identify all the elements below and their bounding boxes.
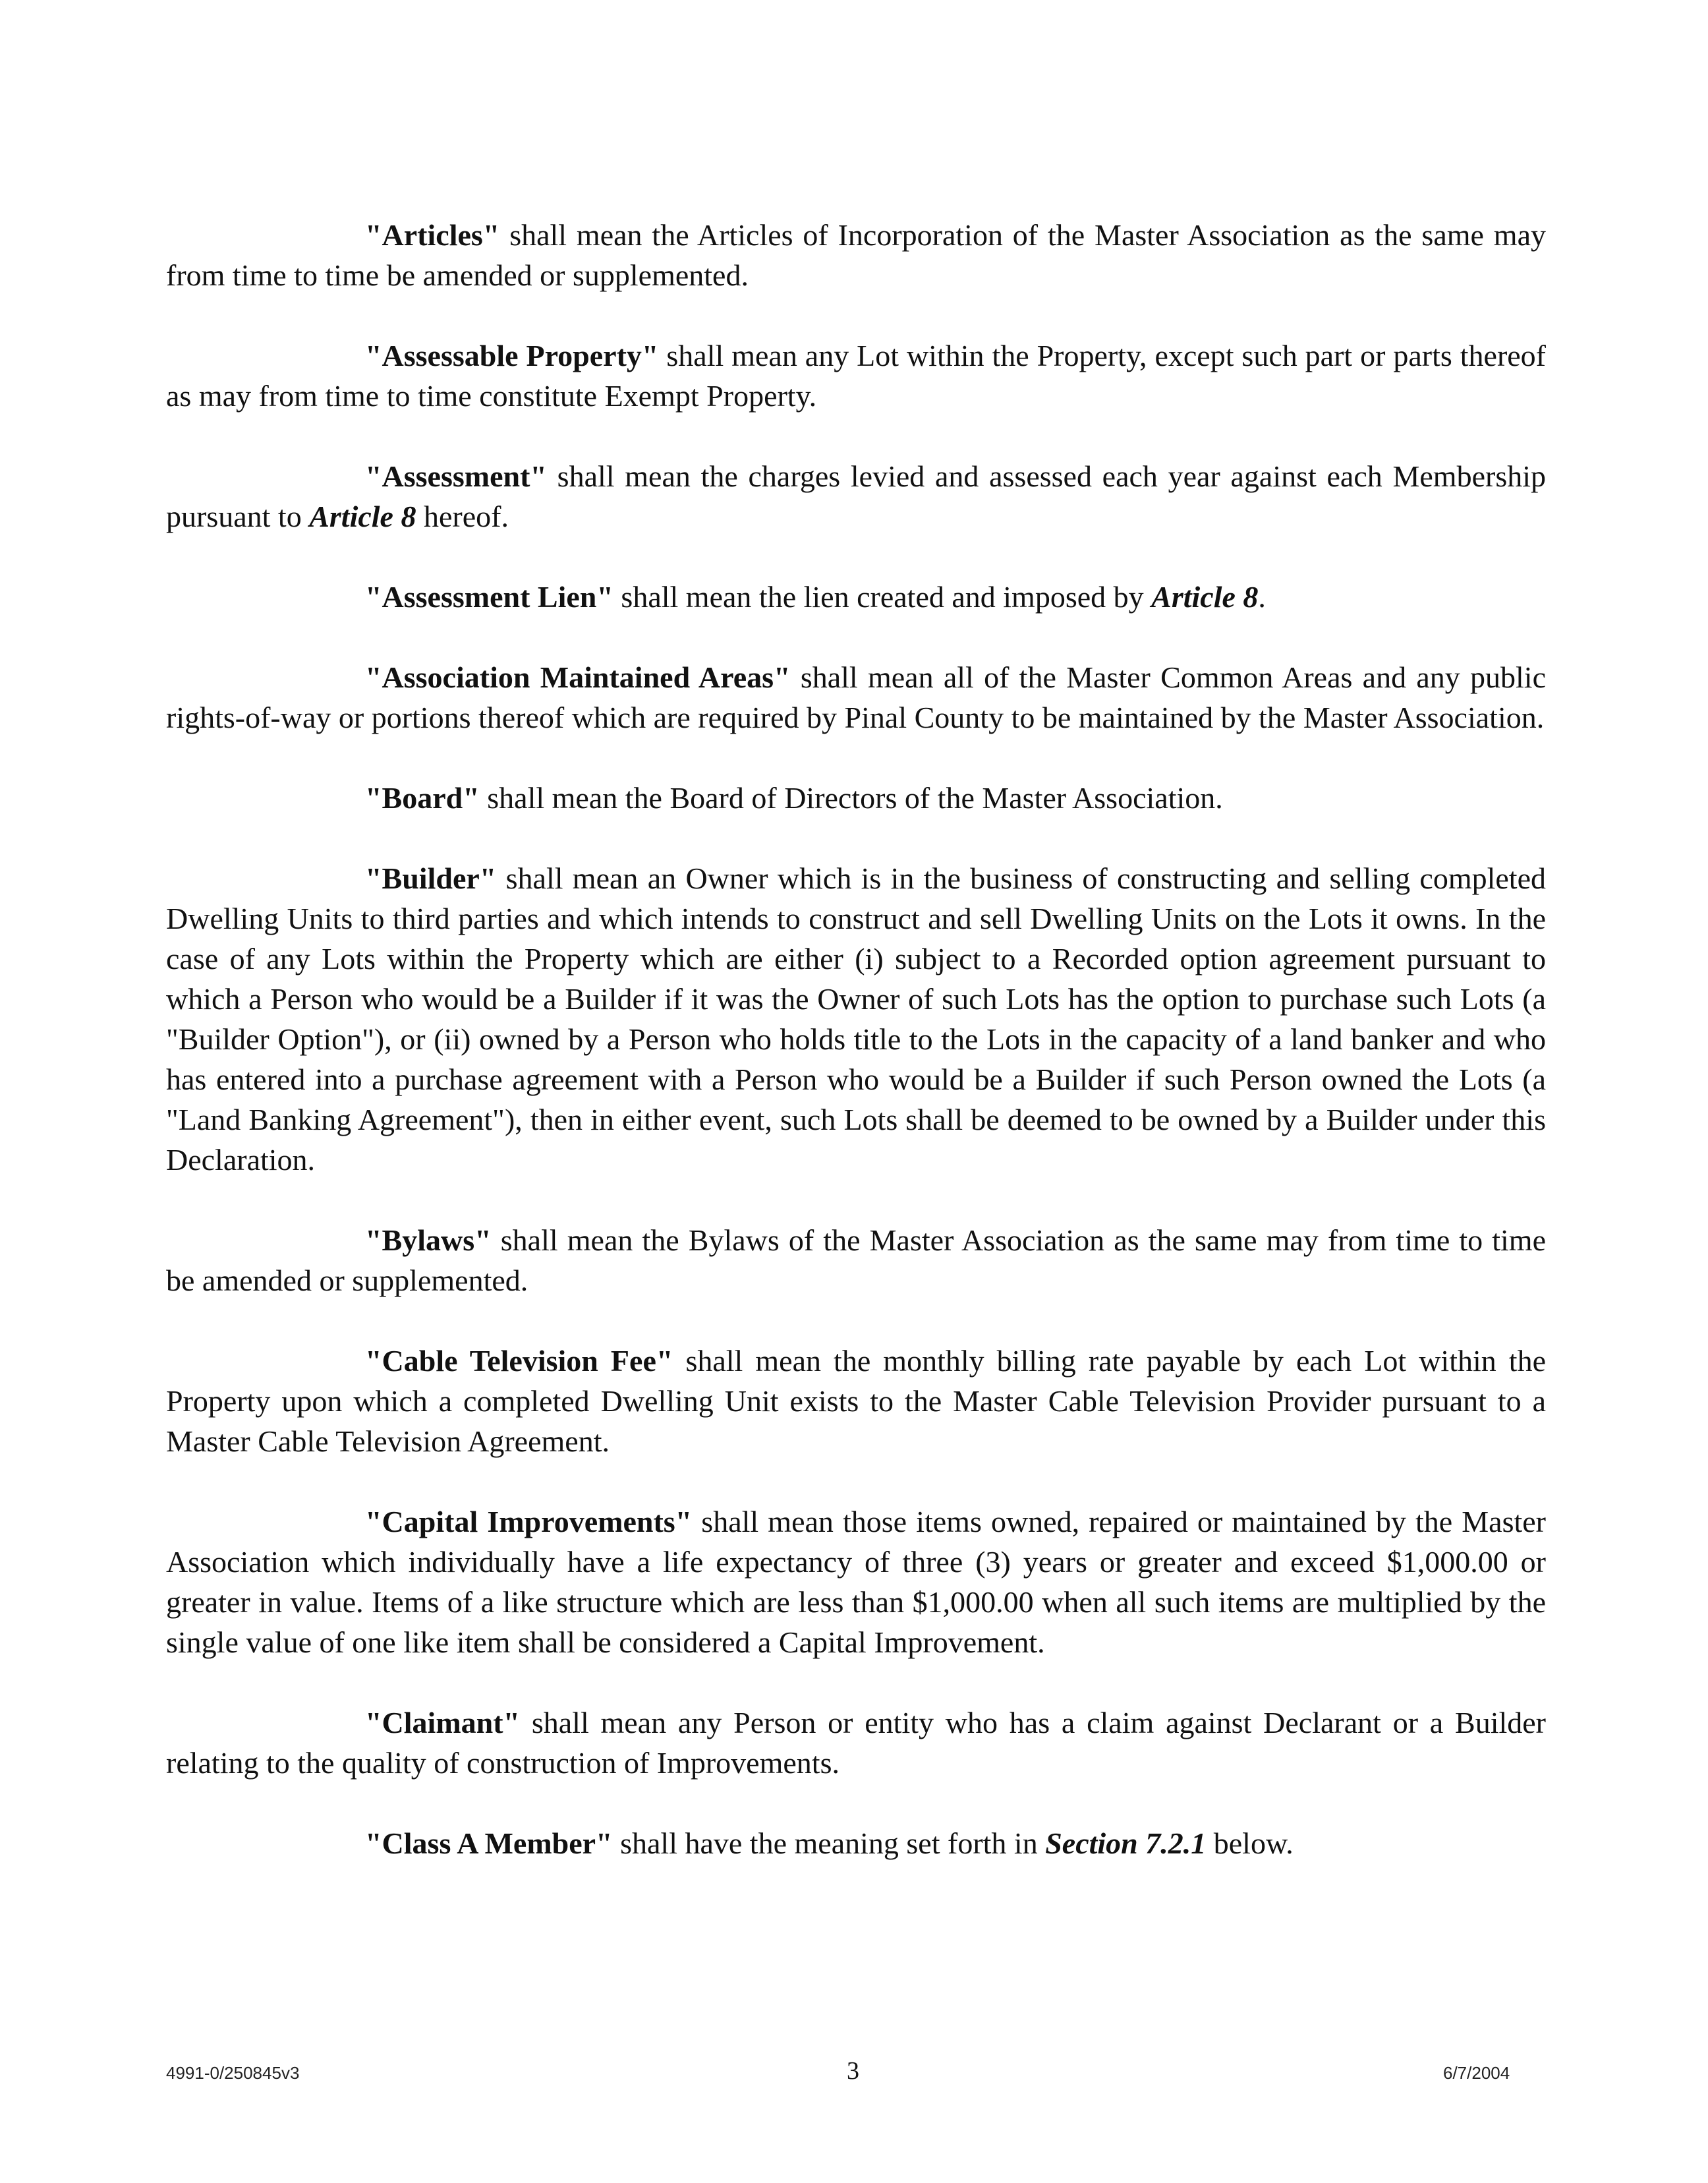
- definition-text: shall mean the Articles of Incorporation of the Master Association as the same may from time to time be amended or supplemented.: [166, 218, 1546, 292]
- definition-text: shall mean all of the Master Common Areas and any public rights-of-way or portions thereof which are required by Pinal County to be maintained by the Master Association.: [166, 660, 1546, 734]
- definition-text: shall mean the Board of Directors of the Master Association.: [479, 781, 1223, 815]
- definition-text: shall mean the lien created and imposed by: [613, 580, 1152, 614]
- article-reference: Article 8: [1151, 580, 1259, 614]
- defined-term: "Builder": [365, 861, 497, 895]
- definition-bylaws: [166, 1220, 1546, 1300]
- defined-term: "Claimant": [365, 1706, 521, 1739]
- defined-term: "Assessment Lien": [365, 580, 613, 614]
- definition-claimant: [166, 1703, 1546, 1783]
- definition-builder: [166, 858, 1546, 1180]
- defined-term: "Cable Television Fee": [365, 1344, 673, 1378]
- defined-term: "Assessment": [365, 459, 547, 493]
- definition-text: shall mean any Lot within the Property, except such part or parts thereof as may from time to time constitute Exempt Property.: [166, 339, 1546, 413]
- defined-term: "Class A Member": [365, 1826, 613, 1860]
- definition-assessment-lien: [166, 577, 1546, 617]
- footer-date: 6/7/2004: [1443, 2063, 1510, 2083]
- definition-class-a-member: [166, 1823, 1546, 1863]
- definition-text: shall have the meaning set forth in: [612, 1826, 1046, 1860]
- definition-association-maintained-areas: [166, 657, 1546, 738]
- section-reference: Section 7.2.1: [1045, 1826, 1207, 1860]
- defined-term: "Board": [365, 781, 480, 815]
- page-number: 3: [847, 2057, 859, 2085]
- definition-capital-improvements: [166, 1501, 1546, 1662]
- footer-doc-id: 4991-0/250845v3: [166, 2063, 300, 2083]
- definition-text-after: .: [1258, 580, 1266, 614]
- definition-assessment: [166, 456, 1546, 537]
- definition-cable-television-fee: [166, 1341, 1546, 1461]
- document-body: [166, 215, 1546, 1904]
- defined-term: "Association Maintained Areas": [365, 660, 791, 694]
- definition-text: shall mean the charges levied and assessed each year against each Membership pursuant to: [166, 459, 1546, 533]
- definition-articles: [166, 215, 1546, 295]
- definition-text: shall mean any Person or entity who has a claim against Declarant or a Builder relating to the quality of construction of Improvements.: [166, 1706, 1546, 1780]
- definition-assessable-property: [166, 335, 1546, 416]
- definition-text-after: below.: [1206, 1826, 1294, 1860]
- definition-text: shall mean those items owned, repaired or maintained by the Master Association which individually have a life expectancy of three (3) years or greater and exceed $1,000.00 or greater in value. Items of a like structure which are less than $1,000.00 when all such items are multiplied by the single value of one like item shall be considered a Capital Improvement.: [166, 1505, 1546, 1659]
- definition-text-after: hereof.: [416, 500, 509, 533]
- defined-term: "Assessable Property": [365, 339, 659, 372]
- defined-term: "Bylaws": [365, 1223, 492, 1257]
- defined-term: "Capital Improvements": [365, 1505, 693, 1538]
- definition-text: shall mean an Owner which is in the business of constructing and selling completed Dwelling Units to third parties and which intends to construct and sell Dwelling Units on the Lots it owns. In the case of any Lots within the Property which are either (i) subject to a Recorded option agreement pursuant to which a Person who would be a Builder if it was the Owner of such Lots has the option to purchase such Lots (a "Builder Option"), or (ii) owned by a Person who holds title to the Lots in the capacity of a land banker and who has entered into a purchase agreement with a Person who would be a Builder if such Person owned the Lots (a "Land Banking Agreement"), then in either event, such Lots shall be deemed to be owned by a Builder under this Declaration.: [166, 861, 1546, 1177]
- definition-board: [166, 778, 1546, 818]
- defined-term: "Articles": [365, 218, 500, 252]
- definition-text: shall mean the monthly billing rate payable by each Lot within the Property upon which a completed Dwelling Unit exists to the Master Cable Television Provider pursuant to a Master Cable Television Agreement.: [166, 1344, 1546, 1458]
- article-reference: Article 8: [309, 500, 416, 533]
- definition-text: shall mean the Bylaws of the Master Association as the same may from time to time be amended or supplemented.: [166, 1223, 1546, 1297]
